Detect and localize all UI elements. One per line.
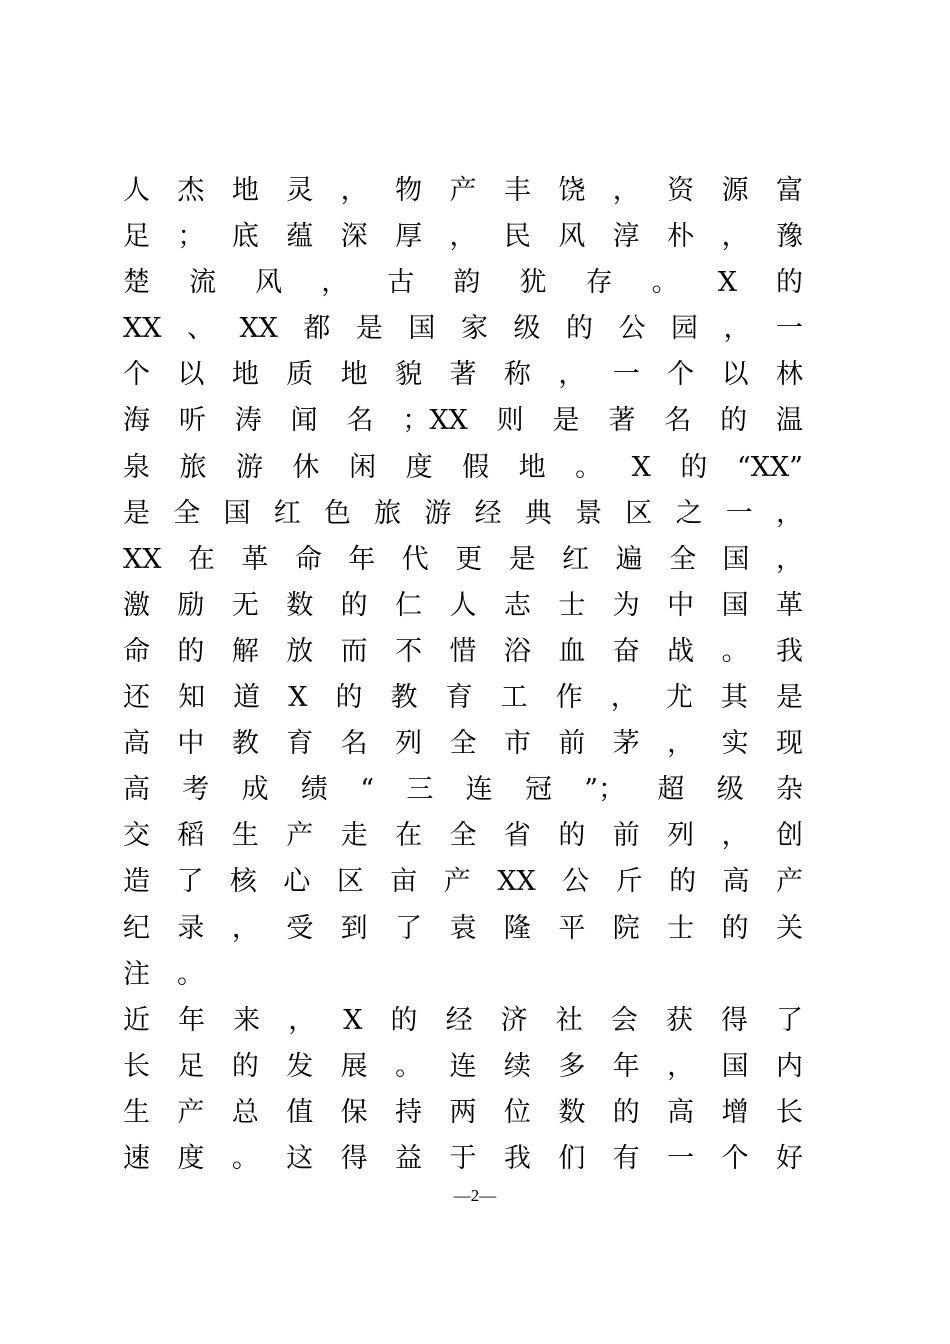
text-line: XX、XX都是国家级的公园，一 [123, 313, 803, 345]
text-line: 高中教育名列全市前茅，实现 [123, 728, 803, 760]
page-number: —2— [453, 1186, 497, 1205]
text-line: 个以地质地貌著称，一个以林 [123, 359, 803, 391]
text-line: 生产总值保持两位数的高增长 [123, 1096, 803, 1128]
text-line: 高考成绩“三连冠”；超级杂 [123, 774, 803, 806]
text-line: 是全国红色旅游经典景区之一， [123, 497, 803, 529]
text-line: 泉旅游休闲度假地。X的“XX” [123, 451, 803, 483]
text-line: XX在革命年代更是红遍全国， [123, 543, 803, 575]
text-line: 造了核心区亩产XX公斤的高产 [123, 866, 803, 898]
body-text [123, 168, 803, 1182]
text-line: 长足的发展。连续多年，国内 [123, 1050, 803, 1082]
text-line: 命的解放而不惜浴血奋战。我 [123, 635, 803, 667]
text-line: 激励无数的仁人志士为中国革 [123, 589, 803, 621]
text-line: 还知道X的教育工作，尤其是 [123, 682, 803, 714]
text-line: 楚流风，古韵犹存。X的 [123, 267, 803, 299]
text-line: 近年来，X的经济社会获得了 [123, 1004, 803, 1036]
text-line: 纪录，受到了袁隆平院士的关 [123, 912, 803, 944]
text-line: 足；底蕴深厚，民风淳朴，豫 [123, 221, 803, 253]
text-line: 人杰地灵，物产丰饶，资源富 [123, 175, 803, 206]
text-line: 注。 [123, 958, 231, 990]
text-line: 速度。这得益于我们有一个好 [123, 1142, 803, 1174]
text-line: 交稻生产走在全省的前列，创 [123, 820, 803, 852]
text-line: 海听涛闻名；XX则是著名的温 [123, 405, 803, 437]
